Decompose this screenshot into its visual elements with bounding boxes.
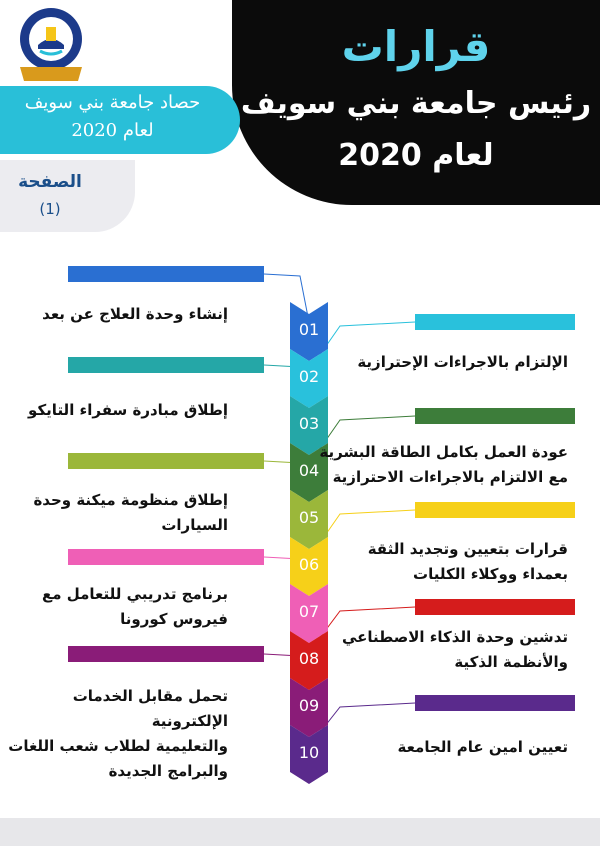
item-label-line: برنامج تدريبي للتعامل مع	[41, 585, 228, 603]
item-label	[28, 398, 228, 423]
item-label-line: إطلاق مبادرة سفراء التايكو	[28, 401, 228, 419]
timeline-number: 09	[298, 696, 320, 715]
timeline-number: 10	[298, 743, 320, 762]
item-label-line: الإلتزام بالاجراءات الإحترازية	[357, 353, 568, 371]
item-label	[368, 537, 568, 587]
harvest-line-1: حصاد جامعة بني سويف	[24, 92, 201, 113]
page-number: (1)	[39, 200, 61, 218]
item-label-line: تعيين امين عام الجامعة	[397, 738, 568, 756]
item-color-bar	[415, 599, 575, 615]
item-color-bar	[68, 646, 264, 662]
item-label	[42, 302, 228, 327]
timeline-number: 05	[298, 508, 320, 527]
timeline-number: 07	[298, 602, 320, 621]
title-line-1: قرارات	[341, 22, 491, 71]
item-color-bar	[68, 549, 264, 565]
item-label	[342, 625, 568, 675]
item-color-bar	[68, 357, 264, 373]
item-label	[319, 440, 568, 490]
timeline-number: 06	[298, 555, 320, 574]
harvest-line-2: لعام 2020	[71, 120, 154, 141]
item-color-bar	[68, 266, 264, 282]
item-label	[42, 582, 228, 632]
item-label-line: والتعليمية لطلاب شعب اللغات	[8, 737, 228, 755]
item-label-line: فيروس كورونا	[120, 610, 228, 628]
item-label-line: السيارات	[161, 516, 228, 534]
timeline-number: 02	[298, 367, 320, 386]
item-label-line: والبرامج الجديدة	[108, 762, 228, 780]
timeline-number: 04	[298, 461, 320, 480]
item-label	[397, 735, 568, 760]
item-label-line: مع الالتزام بالاجراءات الاحترازية	[332, 468, 568, 486]
item-color-bar	[415, 408, 575, 424]
item-label-line: إطلاق منظومة ميكنة وحدة	[33, 491, 228, 509]
item-color-bar	[415, 502, 575, 518]
item-color-bar	[68, 453, 264, 469]
item-color-bar	[415, 314, 575, 330]
item-label	[0, 684, 228, 784]
item-label	[33, 488, 228, 538]
page-label: الصفحة	[18, 172, 82, 192]
item-color-bar	[415, 695, 575, 711]
item-label-line: والأنظمة الذكية	[454, 653, 568, 671]
item-label-line: إنشاء وحدة العلاج عن بعد	[42, 305, 228, 323]
title-line-2: رئيس جامعة بني سويف	[240, 86, 592, 121]
item-label-line: عودة العمل بكامل الطاقة البشرية	[319, 443, 568, 461]
item-label-line: قرارات بتعيين وتجديد الثقة	[367, 540, 568, 558]
timeline-number: 01	[298, 320, 320, 339]
timeline-number: 03	[298, 414, 320, 433]
item-label-line: بعمداء ووكلاء الكليات	[413, 565, 568, 583]
item-label	[357, 350, 568, 375]
item-label-line: تدشين وحدة الذكاء الاصطناعي	[341, 628, 568, 646]
timeline-number: 08	[298, 649, 320, 668]
item-label-line: تحمل مقابل الخدمات الإلكترونية	[72, 687, 228, 730]
title-line-3: لعام 2020	[338, 138, 494, 173]
